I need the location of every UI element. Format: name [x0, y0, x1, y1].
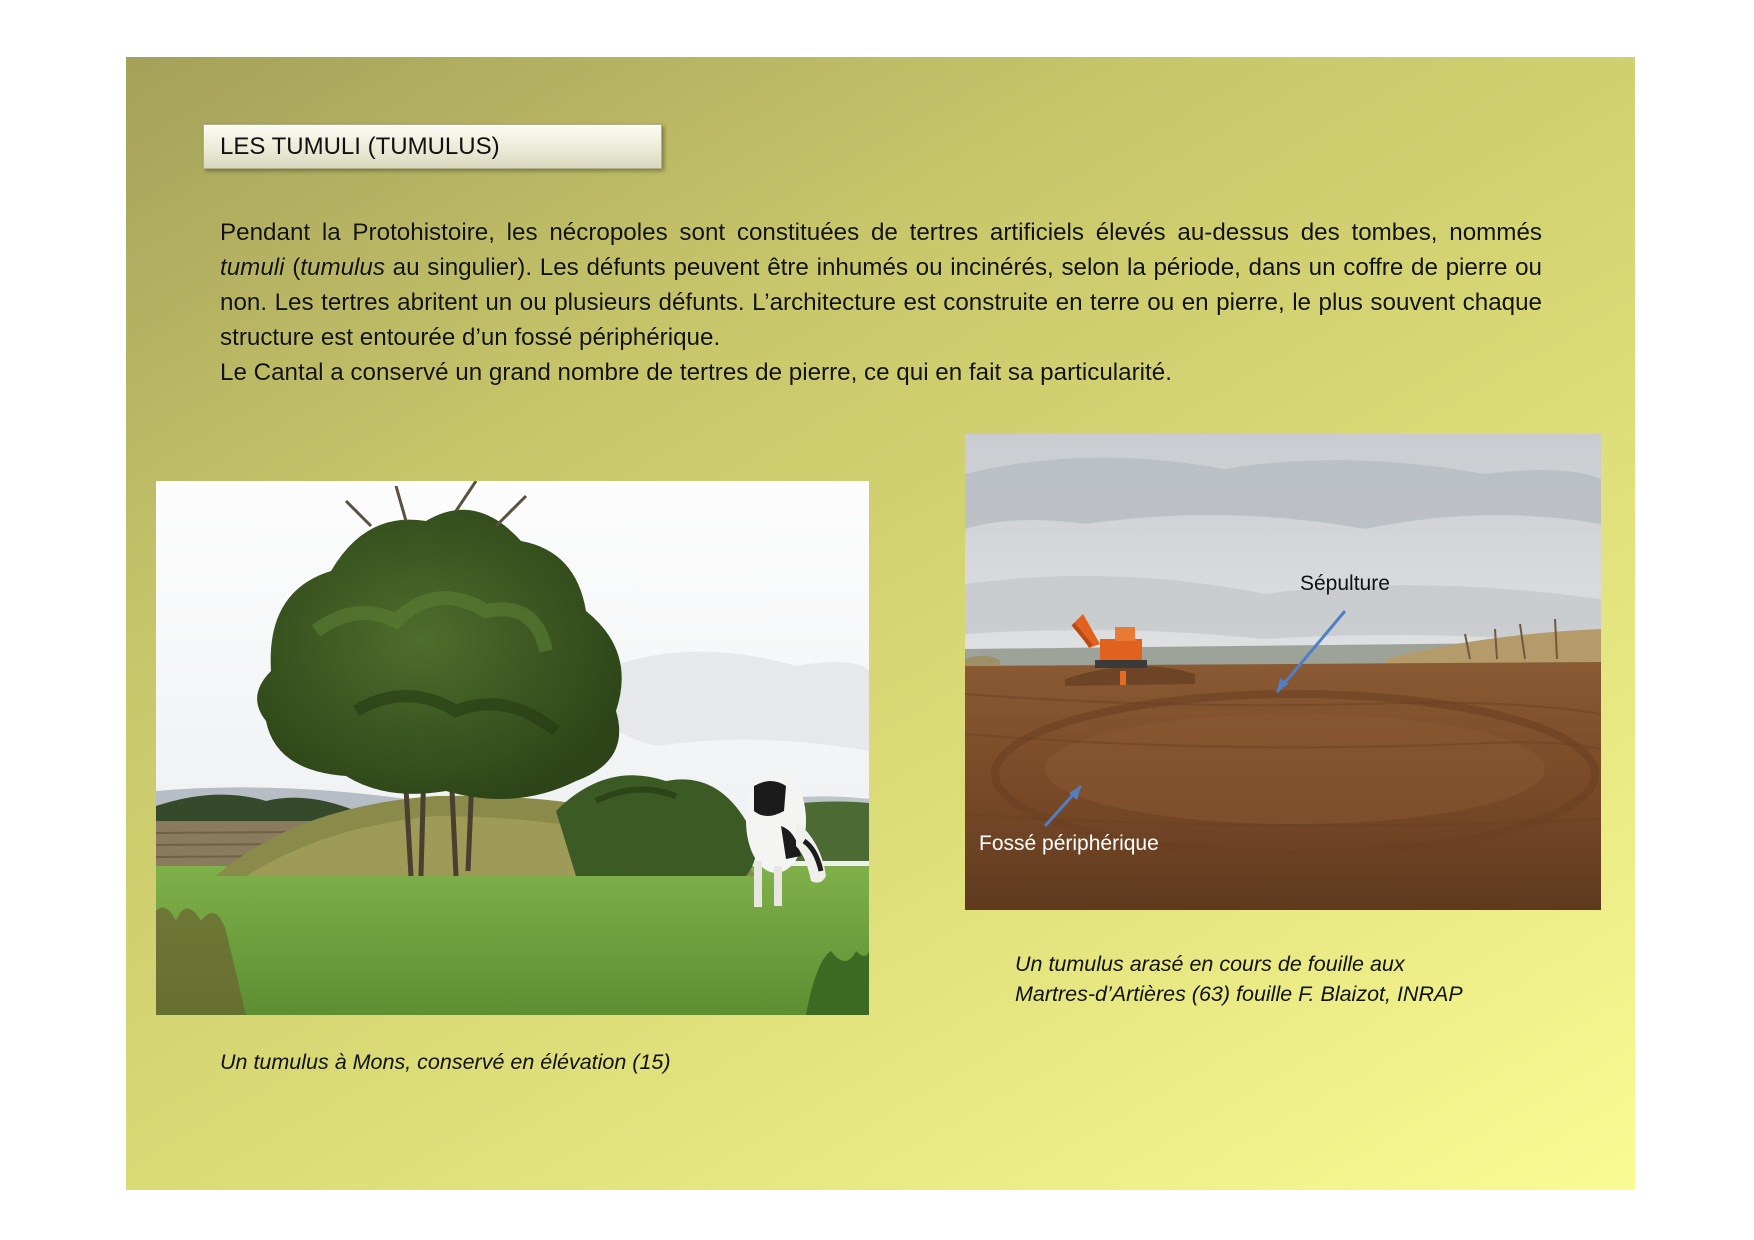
caption-right — [1015, 949, 1463, 1009]
caption-right-line-1: Un tumulus arasé en cours de fouille aux — [1015, 952, 1405, 976]
intro-term-tumulus: tumulus — [300, 254, 385, 281]
intro-text-part-2: ( — [284, 254, 301, 281]
caption-right-line-2: Martres-d’Artières (63) fouille F. Blaizot, INRAP — [1015, 982, 1463, 1006]
slide — [126, 57, 1635, 1190]
photo-tumulus-mons-image — [156, 481, 869, 1015]
intro-text — [220, 215, 1542, 390]
photo-tumulus-martres — [965, 434, 1601, 910]
intro-text-part-3: au singulier). Les défunts peuvent être inhumés ou incinérés, selon la période, dans un coffre de pierre ou non. Les tertres abritent un ou plusieurs défunts. L’architecture est construite en terre ou en pierre, le plus souvent chaque structure est entourée d’un fossé périphérique. — [220, 254, 1542, 351]
intro-text-part-1: Pendant la Protohistoire, les nécropoles sont constituées de tertres artificiels élevés au-dessus des tombes, nommés — [220, 219, 1542, 246]
photo-tumulus-mons — [156, 481, 869, 1015]
intro-term-tumuli: tumuli — [220, 254, 285, 281]
intro-paragraph-2: Le Cantal a conservé un grand nombre de tertres de pierre, ce qui en fait sa particularité. — [220, 359, 1172, 386]
label-fosse-peripherique: Fossé périphérique — [979, 832, 1159, 855]
label-sepulture: Sépulture — [1300, 572, 1390, 595]
intro-paragraph-1 — [220, 215, 1542, 355]
caption-left: Un tumulus à Mons, conservé en élévation (15) — [220, 1050, 671, 1074]
slide-title: LES TUMULI (TUMULUS) — [203, 124, 662, 169]
